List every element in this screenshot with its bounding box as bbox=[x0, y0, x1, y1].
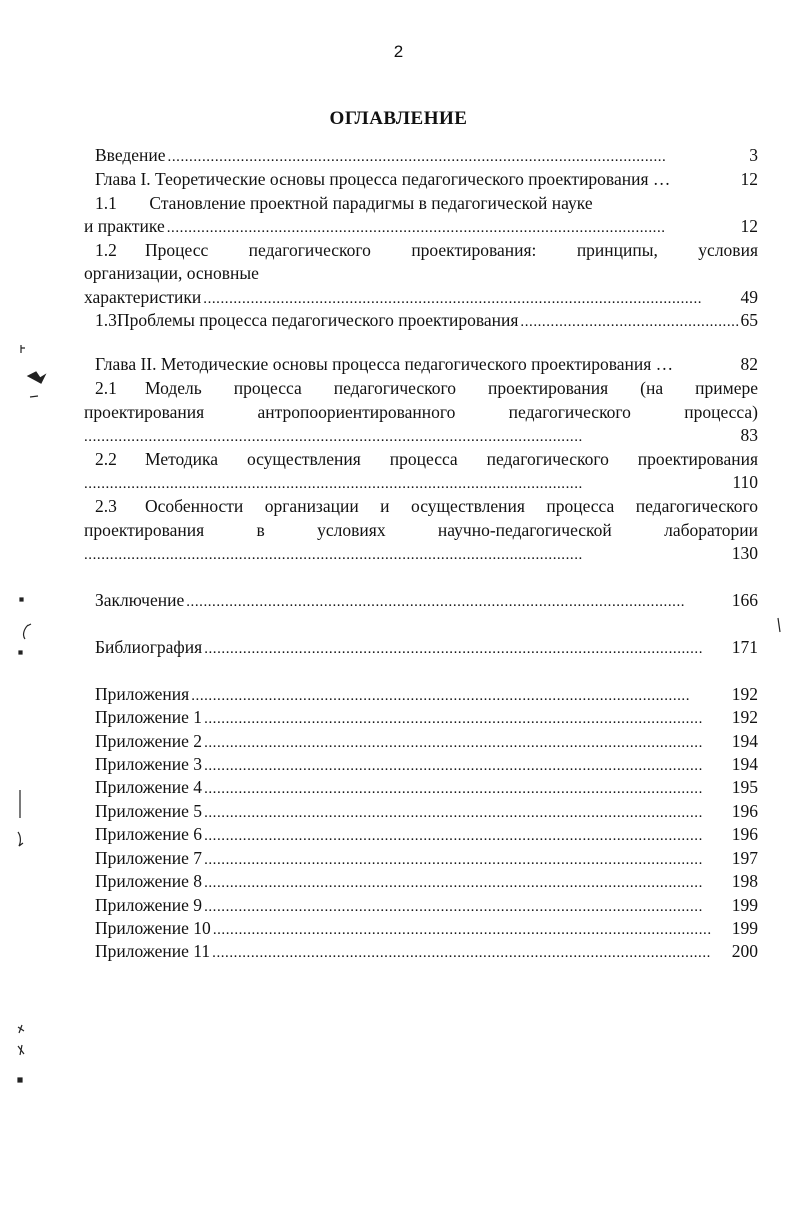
toc-entry-page: 192 bbox=[731, 707, 758, 727]
toc-entry-title: Библиография bbox=[95, 637, 203, 657]
section-number: 2.2 bbox=[95, 449, 117, 469]
toc-entry-page: 171 bbox=[731, 637, 758, 657]
toc-entry-title: Приложение 3 bbox=[95, 754, 203, 774]
toc-entry-title: Модель процесса педагогического проектирования (на примере bbox=[145, 378, 758, 398]
toc-entry-title-cont: и практике bbox=[84, 216, 165, 236]
toc-entry-title-cont: организации, основные bbox=[84, 263, 259, 283]
toc-entry-title: Приложение 4 bbox=[95, 777, 203, 797]
toc-entry-page: 65 bbox=[740, 310, 758, 330]
toc-entry-page: 198 bbox=[731, 871, 758, 891]
toc-entry-title: Приложение 8 bbox=[95, 871, 203, 891]
toc-entry-title: Проблемы процесса педагогического проектирования bbox=[116, 310, 519, 330]
toc-entry-page: 199 bbox=[731, 918, 758, 938]
toc-entry-page: 110 bbox=[732, 472, 758, 492]
toc-entry-title: Методика осуществления процесса педагогического проектирования bbox=[145, 449, 758, 469]
section-number: 1.3 bbox=[95, 310, 117, 330]
toc-entry-title: Глава I. Теоретические основы процесса педагогического проектирования … bbox=[95, 169, 671, 189]
toc-entry-page: 196 bbox=[731, 824, 758, 844]
toc-entry-page: 200 bbox=[731, 941, 758, 961]
toc-entry-page: 12 bbox=[740, 216, 758, 236]
toc-entry-title: Приложение 11 bbox=[95, 941, 211, 961]
toc-entry-title: Приложение 9 bbox=[95, 895, 203, 915]
toc-entry-title: Введение bbox=[95, 145, 166, 165]
toc-title: ОГЛАВЛЕНИЕ bbox=[329, 108, 468, 129]
toc-entry-page: 192 bbox=[731, 684, 758, 704]
toc-entry-page: 49 bbox=[740, 287, 758, 307]
toc-entry-page: 199 bbox=[731, 895, 758, 915]
toc-entry-page: 82 bbox=[740, 354, 758, 374]
toc-entry-page: 195 bbox=[731, 777, 758, 797]
toc-entry-title: Приложение 2 bbox=[95, 731, 203, 751]
toc-entry-title-cont: проектирования антропоориентированного педагогического процесса) bbox=[84, 402, 758, 422]
toc-entry-page: 166 bbox=[731, 590, 758, 610]
toc-entry-title: Приложения bbox=[95, 684, 190, 704]
toc-entry-page: 83 bbox=[740, 425, 758, 445]
section-number: 2.1 bbox=[95, 378, 117, 398]
toc-entry-title: Заключение bbox=[95, 590, 185, 610]
section-number: 1.1 bbox=[95, 193, 117, 213]
toc-entry-title: Приложение 7 bbox=[95, 848, 203, 868]
toc-entry-title: Процесс педагогического проектирования: принципы, условия bbox=[145, 240, 758, 260]
toc-entry-page: 196 bbox=[731, 801, 758, 821]
toc-entry-page: 197 bbox=[731, 848, 758, 868]
section-number: 2.3 bbox=[95, 496, 117, 516]
toc-entry-title: Становление проектной парадигмы в педагогической науке bbox=[149, 193, 593, 213]
toc-entry-page: 12 bbox=[740, 169, 758, 189]
toc-entry-title: Приложение 1 bbox=[95, 707, 203, 727]
toc-entry-page: 3 bbox=[749, 145, 758, 165]
toc-entry-title-cont: характеристики bbox=[84, 287, 202, 307]
section-number: 1.2 bbox=[95, 240, 117, 260]
toc-entry-title: Приложение 5 bbox=[95, 801, 203, 821]
toc-entry-title: Приложение 6 bbox=[95, 824, 203, 844]
toc-entry-page: 130 bbox=[731, 543, 758, 563]
toc-entry-page: 194 bbox=[731, 731, 758, 751]
toc-entry-title: Приложение 10 bbox=[95, 918, 211, 938]
toc-entry-page: 194 bbox=[731, 754, 758, 774]
toc-entry-title-cont: проектирования в условиях научно-педагогической лаборатории bbox=[84, 520, 758, 540]
toc-entry-title: Глава II. Методические основы процесса педагогического проектирования … bbox=[95, 354, 674, 374]
page-number: 2 bbox=[393, 42, 404, 61]
toc-entry-title: Особенности организации и осуществления процесса педагогического bbox=[145, 496, 758, 516]
